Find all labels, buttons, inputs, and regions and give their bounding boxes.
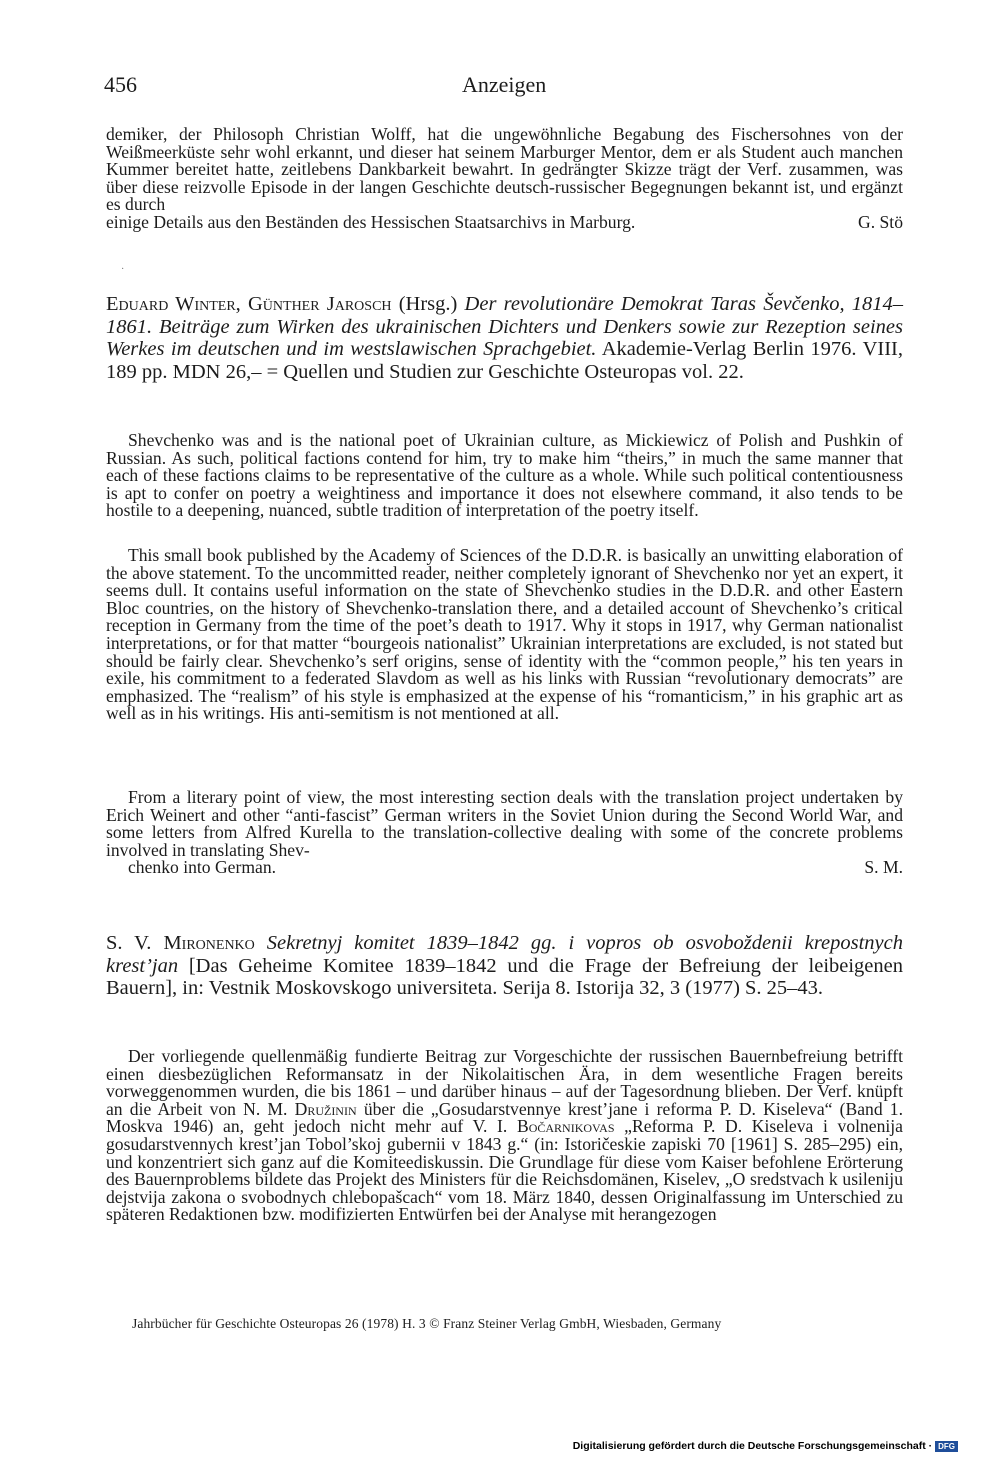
running-head: Anzeigen [462,72,547,97]
review3-author-initials: S. V. [106,932,152,954]
review2-last-line [106,859,903,877]
review2-last-line-text: chenko into German. [128,857,277,878]
review1-signature: G. Stö [858,211,903,232]
review1-last-line [106,211,903,232]
review1-end-paragraph [106,126,903,232]
dfg-logo-icon: DFG [935,1441,958,1452]
review2-paragraph-3-text: From a literary point of view, the most interesting section deals with the translation project undertaken by Erich Weinert and other “anti-fascist” German writers in the Soviet Union during the Second World War, and some letters from Alfred Kurella to the translation-collective dealing with some of the concrete problems involved in translating Shev- [106,787,903,860]
review3-rest: [Das Geheime Komitee 1839–1842 und die Frage der Befreiung der leibeigenen Bauern], in: Vestnik Moskovskogo universiteta. Serija 8. Istorija 32, 3 (1977) S. 25–43. [106,954,904,999]
separator-mark: · [121,264,125,275]
review3-paragraph-part2: über die „Gosudarstvennye krest’jane i reforma P. D. Kiseleva“ (Band 1. Moskva 1946) an, geht jedoch nicht mehr auf V. I. [106,1098,903,1137]
review3-paragraph-part3: „Reforma P. D. Kiseleva i volnenija gosudarstvennych krest’jan Tobol’skoj gubernii v 1843 g.“ (in: Istoričeskie zapiski 70 [1961] S. 285–295) ein, und konzentriert sich ganz auf die Komiteediskussin. Die Grundlage für diese vom Kaiser befohlene Erörterung des Bauernproblems bildete das Projekt des Ministers für die Reichsdomänen, Kiselev, „O sredstvach k usileniju dejstvija zakona o svobodnych chlebopašcach“ vom 18. März 1840, dessen Originalfassung im Unterschied zu späteren Redaktionen bzw. modifizierten Entwürfen bei der Analyse mit herangezogen [106,1116,903,1225]
review3-heading [106,932,903,1000]
review3-paragraph [106,1048,903,1224]
review2-title: Der revolutionäre Demokrat Taras Ševčenko, 1814–1861. Beiträge zum Wirken des ukrainischen Dichters und Denkers sowie zur Rezeption seines Werkes im deutschen und im westslawischen Sprachgebiet. [106,293,903,360]
review3-paragraph-part1: Der vorliegende quellenmäßig fundierte Beitrag zur Vorgeschichte der russischen Bauernbefreiung betrifft einen diesbezüglichen Reformansatz in der Nikolaitischen Ära, in dem wesentliche Fragen bereits vorweggenommen wurden, die bis 1861 – und darüber hinaus – auf der Tagesordnung blieben. Der Verf. knüpft an die Arbeit von N. M. [106,1046,903,1119]
page-number: 456 [104,72,137,97]
review3-author-surname: Mironenko [163,932,255,954]
digitization-text: Digitalisierung gefördert durch die Deutsche Forschungsgemeinschaft · [572,1440,933,1452]
digitization-notice [573,1440,958,1452]
review3-druzinin: Družinin [294,1098,357,1119]
review2-heading [106,293,903,383]
review2-authors: Eduard Winter, Günther Jarosch [106,293,392,315]
review3-bocarnikova: Bočarnikovas [516,1116,615,1137]
review2-publication: Akademie-Verlag Berlin 1976. VIII, 189 pp. MDN 26,– = Quellen und Studien zur Geschichte Osteuropas vol. 22. [106,338,903,383]
review2-paragraph-1: Shevchenko was and is the national poet of Ukrainian culture, as Mickiewicz of Polish and Pushkin of Russian. As such, political factions contend for him, try to make him “theirs,” in much the same manner that each of these factions claims to be representative of the culture as a whole. While such political contentiousness is apt to confer on poetry a weightiness and importance it does not elsewhere command, it also tends to be hostile to a deepening, nuanced, subtle tradition of interpretation of the poetry itself. [106,430,903,521]
review1-end-text: demiker, der Philosoph Christian Wolff, hat die ungewöhnliche Begabung des Fischersohnes von der Weißmeerküste sehr wohl erkannt, und dieser hat seinem Marburger Mentor, dem er als Student auch manchen Kummer bereitet hatte, zeitlebens Dankbarkeit bewahrt. In gedrängter Skizze trägt der Verf. zusammen, was über diese reizvolle Episode in der langen Geschichte deutsch-russischer Begegnungen bekannt ist, und ergänzt es durch [106,124,903,215]
journal-footer: Jahrbücher für Geschichte Osteuropas 26 (1978) H. 3 © Franz Steiner Verlag GmbH, Wiesbaden, Germany [132,1316,722,1331]
review1-last-line-text: einige Details aus den Beständen des Hessischen Staatsarchivs in Marburg. [106,211,636,232]
review2-editor-note: (Hrsg.) [398,293,458,315]
review2-paragraph-2: This small book published by the Academy of Sciences of the D.D.R. is basically an unwitting elaboration of the above statement. To the uncommitted reader, neither completely ignorant of Shevchenko nor yet an expert, it seems dull. It contains useful information on the state of Shevchenko studies in the D.D.R. and other Eastern Bloc countries, on the history of Shevchenko-translation there, and a detailed account of Shevchenko’s critical reception in Germany from the time of the poet’s death to 1917. Why it stops in 1917, why German nationalist interpretations, or for that matter “bourgeois nationalist” Ukrainian interpretations are excluded, is not stated but should be fairly clear. Shevchenko’s serf origins, sense of identity with the “common people,” his ten years in exile, his commitment to a federated Slavdom as well as his links with Russian “revolutionary democrats” are emphasized. The “realism” of his style is emphasized at the expense of his “romanticism,” in his graphic art as well as in his writings. His anti-semitism is not mentioned at all. [106,545,903,724]
review2-signature: S. M. [864,857,903,878]
review2-paragraph-3 [106,789,903,877]
review3-title: Sekretnyj komitet 1839–1842 gg. i vopros ob osvoboždenii krepostnych krest’jan [106,932,904,977]
